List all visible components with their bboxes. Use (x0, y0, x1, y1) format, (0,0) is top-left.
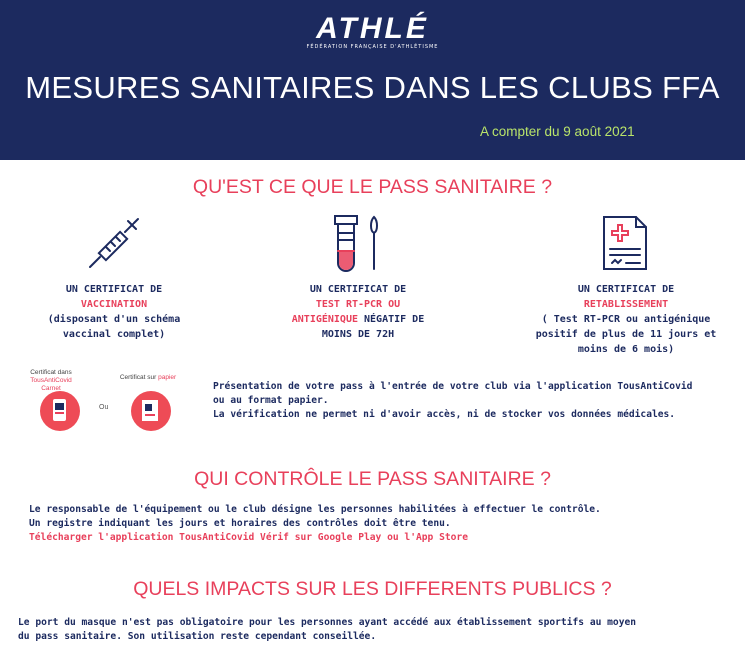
syringe-icon (84, 213, 144, 273)
app-pass-illustration (40, 391, 80, 431)
download-app-link[interactable]: Télécharger l'application TousAntiCovid Vérif sur Google Play ou l'App Store (29, 532, 468, 543)
paper-pass-illustration (131, 391, 171, 431)
control-text: Le responsable de l'équipement ou le club désigne les personnes habilitées à effectuer le contrôle. Un registre indiquant les jours et horaires des contrôles doit être tenu. Télécharger l'application TousAntiCovid Vérif sur Google Play ou l'App Store (29, 504, 601, 543)
vaccination-certificate-text: UN CERTIFICAT DE VACCINATION (disposant d'un schéma vaccinal complet) (47, 284, 181, 340)
test-tube-icon (330, 213, 390, 273)
test-certificate-text: UN CERTIFICAT DE TEST RT-PCR OU ANTIGÉNIQUE NÉGATIF DE MOINS DE 72H (291, 284, 425, 340)
effective-date: A compter du 9 août 2021 (480, 124, 635, 139)
section-title-impacts: QUELS IMPACTS SUR LES DIFFERENTS PUBLICS ? (133, 578, 612, 600)
section-title-pass: QU'EST CE QUE LE PASS SANITAIRE ? (192, 176, 553, 198)
header-banner (0, 0, 745, 160)
presentation-text: Présentation de votre pass à l'entrée de votre club via l'application TousAntiCovid ou au format papier. La vérification ne permet ni d'avoir accès, ni de stocker vos données médicales. (213, 381, 693, 420)
athle-logo: ATHLÉ (316, 12, 429, 45)
recovery-certificate-text: UN CERTIFICAT DE RETABLISSEMENT ( Test RT-PCR ou antigénique positif de plus de 11 jours et moins de 6 mois) (535, 284, 717, 355)
section-title-control: QUI CONTRÔLE LE PASS SANITAIRE ? (194, 468, 551, 490)
medical-document-icon (598, 213, 654, 273)
impacts-text: Le port du masque n'est pas obligatoire pour les personnes ayant accédé aux établissement sportifs au moyen du pass sanitaire. Son utilisation reste cependant conseillée. (18, 617, 637, 642)
app-certificate-caption: Certificat dans TousAntiCovid Carnet (30, 369, 72, 392)
phone-icon (40, 391, 80, 431)
federation-subtitle: FÉDÉRATION FRANÇAISE D'ATHLÉTISME (306, 44, 439, 50)
or-label: Ou (99, 404, 109, 411)
paper-certificate-caption: Certificat sur papier (119, 374, 177, 381)
paper-document-icon (131, 391, 171, 431)
page-title: MESURES SANITAIRES DANS LES CLUBS FFA (25, 70, 720, 105)
